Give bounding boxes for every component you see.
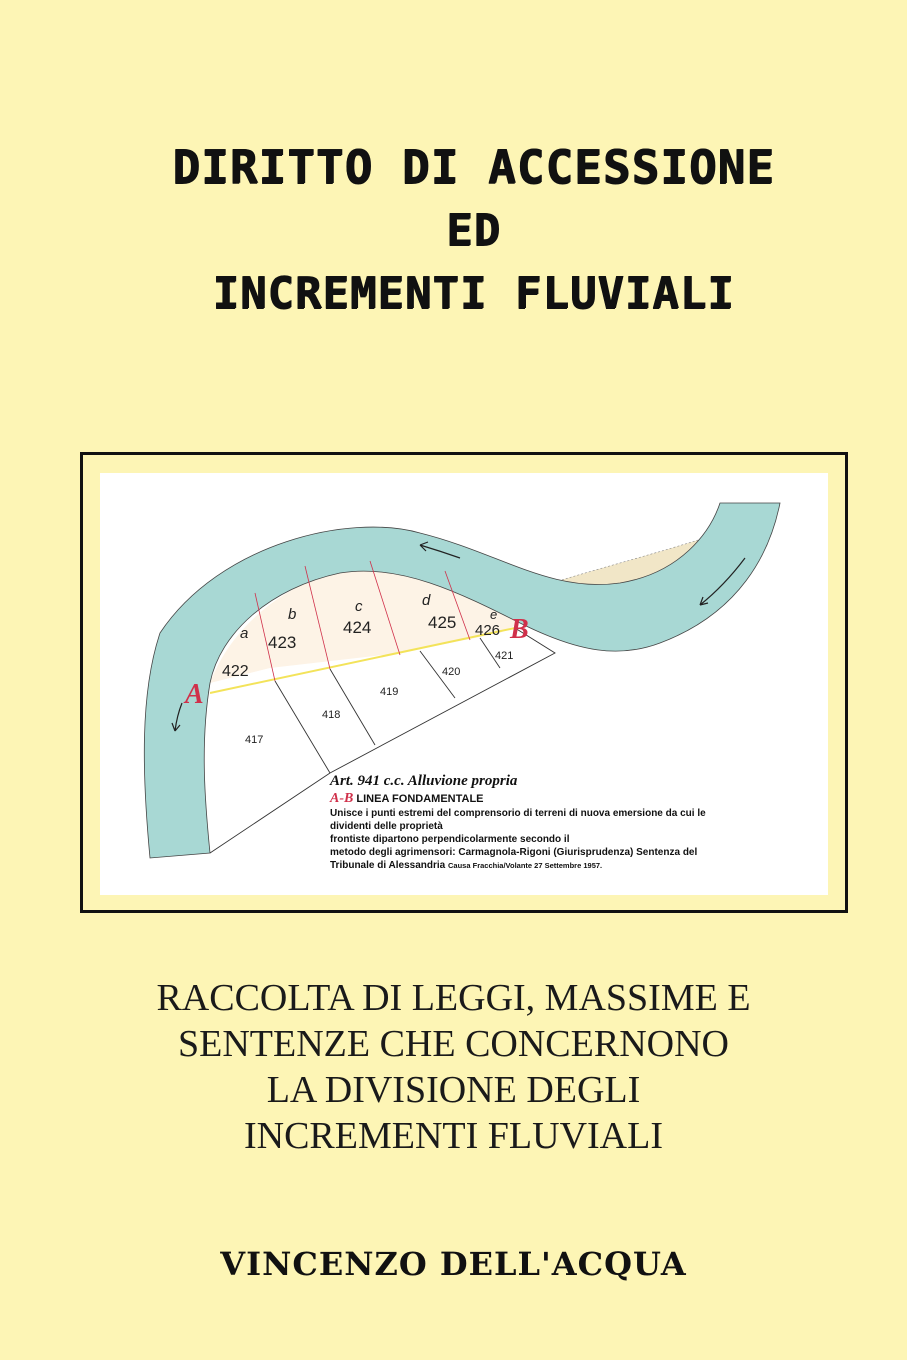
point-b-label: B <box>510 614 529 645</box>
legend-line-5 <box>330 859 810 872</box>
title-line-2: ED <box>446 205 501 256</box>
legend-ab-row <box>330 791 810 807</box>
subtitle-line-1: RACCOLTA DI LEGGI, MASSIME E <box>156 977 751 1019</box>
parcel-420: 420 <box>442 666 461 678</box>
greek-letter-a: a <box>240 625 249 642</box>
legend-line-1: Unisce i punti estremi del comprensorio di terreni di nuova emersione da cui le <box>330 808 706 819</box>
parcel-422: 422 <box>222 663 249 680</box>
parcel-425: 425 <box>428 613 457 632</box>
point-a-label: A <box>185 679 204 710</box>
greek-letter-e: e <box>490 607 498 622</box>
cadastral-map <box>100 473 828 895</box>
legend-line-3: frontiste dipartono perpendicolarmente secondo il <box>330 834 570 845</box>
legend-line-2: dividenti delle proprietà <box>330 821 443 832</box>
subtitle-line-4: INCREMENTI FLUVIALI <box>243 1115 663 1157</box>
legend-line-4: metodo degli agrimensori: Carmagnola-Rigoni (Giurisprudenza) Sentenza del <box>330 847 698 858</box>
parcel-424: 424 <box>343 618 372 637</box>
subtitle <box>0 975 907 1159</box>
parcel-417: 417 <box>245 734 264 746</box>
subtitle-line-2: SENTENZE CHE CONCERNONO <box>178 1023 729 1065</box>
legend-ab-label: LINEA FONDAMENTALE <box>356 793 484 805</box>
legend-last-line: Tribunale di Alessandria <box>330 860 446 871</box>
greek-letter-b: b <box>288 606 297 623</box>
parcel-418: 418 <box>322 709 341 721</box>
title-line-1: DIRITTO DI ACCESSIONE <box>172 140 775 194</box>
parcel-423: 423 <box>268 633 297 652</box>
legend-last-small: Causa Fracchia/Volante 27 Settembre 1957. <box>448 861 603 870</box>
greek-letter-c: c <box>355 598 363 615</box>
greek-letter-d: d <box>422 592 431 609</box>
parcel-426: 426 <box>475 622 501 639</box>
title-line-3: INCREMENTI FLUVIALI <box>212 268 735 319</box>
parcel-421: 421 <box>495 650 514 662</box>
map-legend <box>330 773 810 872</box>
author-name: VINCENZO DELL'ACQUA <box>220 1245 687 1283</box>
legend-ab: A-B <box>330 791 354 806</box>
parcel-419: 419 <box>380 686 399 698</box>
subtitle-line-3: LA DIVISIONE DEGLI <box>266 1069 641 1111</box>
legend-article: Art. 941 c.c. Alluvione propria <box>330 773 518 789</box>
